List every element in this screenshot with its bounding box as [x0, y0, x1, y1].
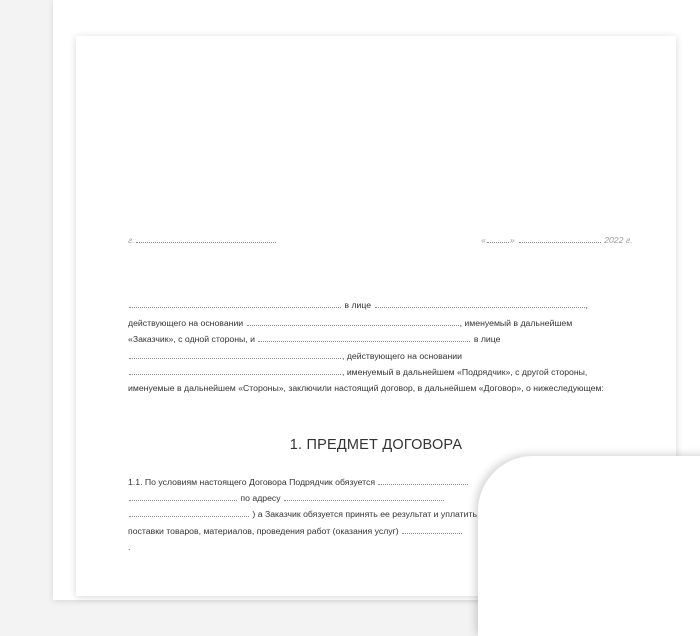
clause-line-3 [128, 509, 477, 520]
preamble-line-5 [128, 367, 587, 378]
date-close-quote: » [509, 235, 515, 245]
work-description-blank[interactable] [378, 483, 468, 485]
object-blank[interactable] [129, 515, 249, 517]
date-open-quote: « [481, 235, 486, 245]
city-field [128, 235, 277, 246]
in-person-label-1: в лице [344, 300, 372, 310]
clause-line-1 [128, 477, 469, 488]
contractor-name-blank[interactable] [258, 340, 470, 342]
month-blank[interactable] [519, 241, 601, 243]
supply-text: поставки товаров, материалов, проведения работ (оказания услуг) [128, 526, 399, 536]
clause-line-4 [128, 526, 463, 537]
customer-basis-blank[interactable] [247, 324, 459, 326]
customer-side-label: «Заказчик», с одной стороны, и [128, 334, 255, 344]
city-prefix: г. [128, 235, 135, 245]
preamble-line-4 [128, 351, 462, 362]
supply-blank[interactable] [402, 532, 462, 534]
hereinafter-label-1: , именуемый в дальнейшем [459, 318, 573, 328]
preamble-line-3 [128, 334, 501, 345]
customer-representative-blank[interactable] [375, 306, 585, 308]
address-blank[interactable] [284, 499, 444, 501]
city-blank[interactable] [136, 241, 276, 243]
contractor-basis-blank[interactable] [129, 373, 341, 375]
customer-name-blank[interactable] [129, 306, 341, 308]
contractor-side-label: , именуемый в дальнейшем «Подрядчик», с другой стороны, [342, 367, 588, 377]
work-details-blank[interactable] [129, 499, 237, 501]
acting-basis-label-2: , действующего на основании [342, 351, 462, 361]
by-address-label: по адресу [240, 493, 281, 503]
section-title: 1. ПРЕДМЕТ ДОГОВОРА [289, 437, 463, 453]
page-curl [478, 456, 700, 636]
comma-1: , [585, 300, 588, 310]
clause-final-dot: . [128, 542, 131, 552]
in-person-label-2: в лице [473, 334, 501, 344]
year-label: 2022 г. [604, 235, 633, 245]
customer-obliged-label: ) а Заказчик обязуется принять ее результат и уплатить [252, 509, 477, 519]
day-blank[interactable] [487, 241, 509, 243]
preamble-line-2 [128, 318, 572, 329]
contractor-representative-blank[interactable] [129, 357, 341, 359]
acting-basis-label-1: действующего на основании [128, 318, 244, 328]
preamble-line-6: именуемые в дальнейшем «Стороны», заключили настоящий договор, в дальнейшем «Договор», о нижеследующем: [128, 383, 604, 393]
preamble-line-1 [128, 300, 588, 311]
clause-line-2 [128, 493, 445, 504]
clause-1-1-start: 1.1. По условиям настоящего Договора Подрядчик обязуется [128, 477, 376, 487]
date-field [481, 235, 633, 246]
